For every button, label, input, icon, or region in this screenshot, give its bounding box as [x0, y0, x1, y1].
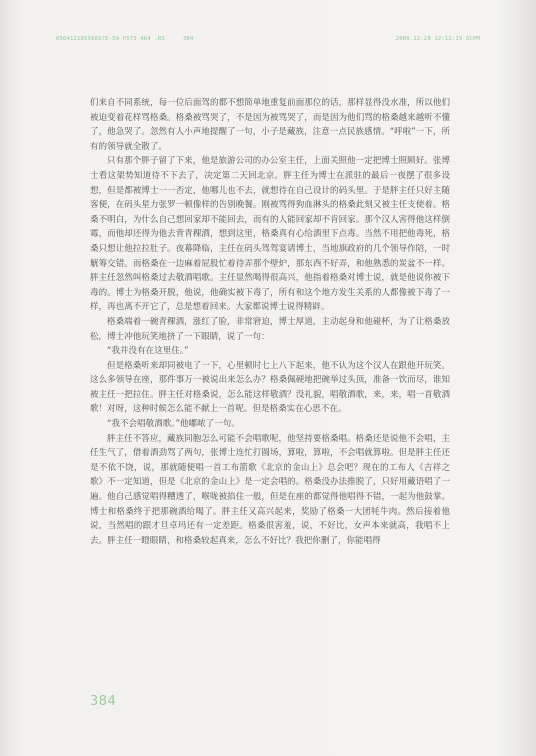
body-text: [90, 96, 450, 548]
paragraph-4: “我并没有在这里住。”: [107, 346, 189, 357]
paragraph-3: 格桑端着一碗青稞酒，涨红了脸，非常窘迫，博士厚道，主动起身和他碰杯，为了让格桑放松，博士冲他玩笑地挤了一下眼睛，说了一句：: [90, 316, 450, 342]
header-code: 05041218556897E-59 P573 484 .RS: [56, 36, 165, 42]
paragraph-5: 但是格桑听来却同被电了一下，心里顿时七上八下起来，他不认为这个汉人在跟他开玩笑。这么多领导在座，那件事万一被说出来怎么办？格桑佩硬地把碗举过头顶，准备一饮而尽，谁知被主任一把拉住。胖主任对格桑说，怎么能这样敬酒？没礼貌，唱敬酒歌，来，来，唱一首敬酒歌！对呀，这种时候怎么能不献上一首呢。但是格桑实在心思不在。: [90, 360, 450, 415]
paragraph-6: “我不会唱敬酒歌。”他嘟哝了一句。: [107, 419, 240, 430]
page-number: 384: [90, 694, 117, 709]
paragraph-7: 胖主任不答应，藏族同胞怎么可能不会唱歌呢，他坚持要格桑唱。格桑还是说他不会唱，主任生气了，借着酒劲骂了两句，张博士连忙打圆场，算啦，算啦，不会唱就算啦。但是胖主任还是不依不饶，说，那就随便唱一首工布箭歌《北京的金山上》总会吧？现在的工布人《吉祥之歌》不一定知道，但是《北京的金山上》是一定会唱的。格桑没办法推脱了，只好用藏语唱了一遍。他自己感觉唱得糟透了，喉咙被掐住一般，但是在座的都觉得他唱得不错，一起为他鼓掌。博士和格桑终于把那碗酒给喝了。胖主任又高兴起来，奖励了格桑一大团牦牛肉。然后接着他说，当然唱的跟才旦卓玛还有一定差距。格桑很害羞，说，不好比，女声本来就高，我唱不上去。胖主任一瞪眼睛，和格桑较起真来，怎么不好比？我把你删了，你能唱得: [90, 433, 450, 546]
paragraph-1: 们来自不同系统，每一位后面驾的都不想简单地重复前面那位的话，那样显得没水准，所以他们被迫变着花样骂格桑。格桑被骂哭了，不是因为被骂哭了，而是因为他们骂的格桑越来越听不懂了，他急哭了。忽然有人小声地提醒了一句，小子是藏族，注意一点民族感情。“呼啦”一下，所有的领导就全散了。: [90, 98, 450, 152]
header-timestamp: 2009.12.28 12:12:19 SCPM: [395, 36, 480, 42]
header-page: 384: [183, 36, 194, 42]
scan-header: [56, 36, 480, 46]
paragraph-2: 只有那个胖子留了下来，他是旅游公司的办公室主任，上面关照他一定把博士照顾好。张博士看这架势知道待不下去了，决定第二天回北京。胖主任为博士在派驻的最后一夜摆了很多设想，但是都被博士一一否定，他哪儿也不去，就想待在自己设计的码头里。于是胖主任只好主随客便，在码头星力张罗一顿像样的告别晚餐。刚被骂得狗血淋头的格桑此刻又被主任支使着。格桑不明白，为什么自己想回家却不能回去，而有的人能回家却不肯回家。那个汉人害得他这样倒霉，而他却还得为他去背青稞酒，想到这里，格桑真有心给酒里下点毒。当然不用把他毒死，格桑只想让他拉拉肚子。夜幕降临，主任在码头驾驾宴请博士，当地旗政府的几个领导作陪，一时觥筹交错。而格桑在一边麻着屁股忙着待弄那个壁炉，那东西不好弄，和他熟悉的炭盆不一样。胖主任忽然叫格桑过去敬酒唱歌。主任显然喝得很高兴，他指着格桑对博士说，就是他说你被下毒的。博士为格桑开脱，他说，他确实被下毒了，所有和这个地方发生关系的人都像被下毒了一样，再也离不开它了，总是想着回来。大家都说博士说得精辟。: [90, 156, 450, 313]
